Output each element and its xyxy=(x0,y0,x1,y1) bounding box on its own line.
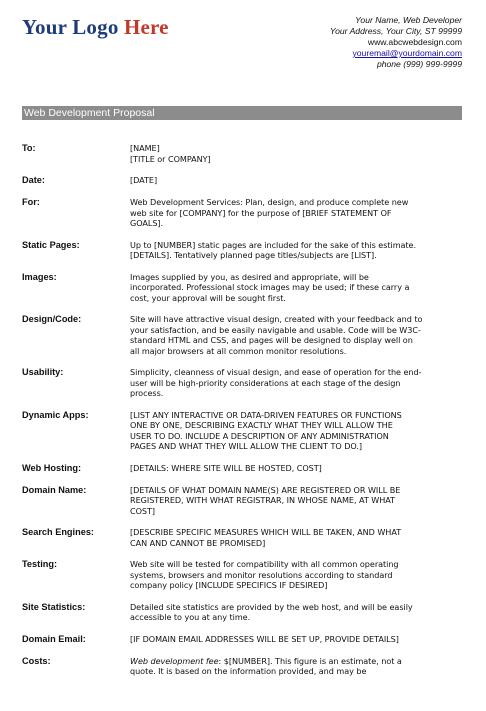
row-value-line: [DETAILS: WHERE SITE WILL BE HOSTED, COST] xyxy=(130,462,322,473)
proposal-rows xyxy=(22,143,464,688)
row-value-line: systems, browsers and monitor resolutions according to standard xyxy=(130,569,393,580)
row-value-italic: Web development fee xyxy=(130,655,219,666)
proposal-row xyxy=(22,314,464,356)
contact-email-link[interactable]: youremail@yourdomain.com xyxy=(352,48,462,58)
row-label: Search Engines: xyxy=(22,527,94,537)
row-value xyxy=(130,314,464,356)
row-value-line: USER TO DO. INCLUDE A DESCRIPTION OF ANY ADMINISTRATION xyxy=(130,430,389,441)
proposal-row xyxy=(22,143,464,164)
row-value-line: Web Development Services: Plan, design, and produce complete new xyxy=(130,197,409,207)
row-value xyxy=(130,634,464,645)
row-value xyxy=(130,559,464,591)
row-value xyxy=(130,527,464,548)
row-value-line: standard HTML and CSS, and pages will be designed to display well on xyxy=(130,335,413,345)
row-value-line: [DESCRIBE SPECIFIC MEASURES WHICH WILL BE TAKEN, AND WHAT xyxy=(130,527,402,537)
row-label: Site Statistics: xyxy=(22,601,86,612)
row-value-line: company policy [INCLUDE SPECIFICS IF DESIRED] xyxy=(130,580,328,590)
row-value-line: accessible to you at any time. xyxy=(130,612,251,622)
row-value-line: ONE BY ONE, DESCRIBING EXACTLY WHAT THEY WILL ALLOW THE xyxy=(130,420,393,430)
row-value-line: all major browsers at all common monitor resolutions. xyxy=(130,345,347,356)
row-label: Domain Email: xyxy=(22,633,86,644)
row-value xyxy=(130,143,464,164)
row-value-line: [NAME] xyxy=(130,143,160,153)
contact-block xyxy=(330,15,462,70)
row-value-line: cost, your approval will be sought first. xyxy=(130,292,286,303)
row-value xyxy=(130,656,464,677)
row-label: Dynamic Apps: xyxy=(22,409,89,420)
row-value xyxy=(130,463,464,474)
row-value-line: [DETAILS OF WHAT DOMAIN NAME(S) ARE REGISTERED OR WILL BE xyxy=(130,484,401,495)
contact-address: Your Address, Your City, ST 99999 xyxy=(329,26,462,36)
row-value-line: web site for [COMPANY] for the purpose of [BRIEF STATEMENT OF xyxy=(130,207,392,218)
row-label: Design/Code: xyxy=(22,314,82,324)
proposal-row xyxy=(22,240,464,261)
row-value-line: Detailed site statistics are provided by the web host, and will be easily xyxy=(130,601,413,612)
row-label: Costs: xyxy=(22,655,51,666)
row-value-line: [LIST ANY INTERACTIVE OR DATA-DRIVEN FEATURES OR FUNCTIONS xyxy=(130,409,402,420)
contact-website[interactable]: www.abcwebdesign.com xyxy=(367,37,462,47)
row-value xyxy=(130,367,464,399)
proposal-row xyxy=(22,559,464,591)
proposal-row xyxy=(22,463,464,474)
proposal-row xyxy=(22,602,464,623)
proposal-title-bar: Web Development Proposal xyxy=(22,106,462,120)
row-value-line: REGISTERED, WITH WHAT REGISTRAR, IN WHOSE NAME, AT WHAT xyxy=(130,495,396,505)
row-label: For: xyxy=(22,197,40,207)
row-label: To: xyxy=(22,143,36,153)
row-value xyxy=(130,197,464,229)
proposal-row xyxy=(22,175,464,186)
row-value-line: [TITLE or COMPANY] xyxy=(130,153,211,164)
row-value-line: Web site will be tested for compatibility with all common operating xyxy=(130,559,399,569)
row-value-line: process. xyxy=(130,388,164,398)
row-value-line: Up to [NUMBER] static pages are included for the sake of this estimate. xyxy=(130,239,417,250)
row-label: Domain Name: xyxy=(22,484,87,495)
proposal-row xyxy=(22,527,464,548)
row-value-line: GOALS]. xyxy=(130,218,164,228)
proposal-row xyxy=(22,367,464,399)
row-value xyxy=(130,272,464,304)
proposal-row xyxy=(22,197,464,229)
logo-word-2: Here xyxy=(123,15,169,39)
contact-name: Your Name, Web Developer xyxy=(355,15,462,25)
row-value-text: : $[NUMBER]. This figure is an estimate, not a xyxy=(218,655,402,666)
row-value xyxy=(130,240,464,261)
row-value xyxy=(130,175,464,186)
proposal-row xyxy=(22,410,464,452)
row-value-line: [IF DOMAIN EMAIL ADDRESSES WILL BE SET UP, PROVIDE DETAILS] xyxy=(130,633,399,644)
row-value-line: [DETAILS]. Tentatively planned page titles/subjects are [LIST]. xyxy=(130,250,377,260)
row-value-line: PAGES AND WHAT THEY WILL ALLOW THE CLIENT TO DO.] xyxy=(130,441,363,451)
row-value xyxy=(130,602,464,623)
row-value-line: CAN AND CANNOT BE PROMISED] xyxy=(130,537,266,548)
row-value-line: COST] xyxy=(130,505,156,516)
row-label: Web Hosting: xyxy=(22,462,82,473)
row-value-line: Simplicity, cleanness of visual design, and ease of operation for the end- xyxy=(130,367,422,377)
row-value-line: [DATE] xyxy=(130,175,158,185)
logo-word-1: Your Logo xyxy=(22,15,119,39)
row-label: Static Pages: xyxy=(22,239,80,250)
logo xyxy=(22,15,169,40)
row-label: Images: xyxy=(22,271,57,282)
row-label: Testing: xyxy=(22,559,58,569)
proposal-row xyxy=(22,485,464,517)
row-value-line: Images supplied by you, as desired and appropriate, will be xyxy=(130,271,369,282)
row-label: Usability: xyxy=(22,367,64,377)
proposal-row xyxy=(22,634,464,645)
row-value-line: quote. It is based on the information provided, and may be xyxy=(130,666,367,676)
row-value xyxy=(130,410,464,452)
row-value-line: your satisfaction, and be easily navigable and usable. Code will be W3C- xyxy=(130,324,421,335)
row-value-line: user will be high-priority considerations at each stage of the design xyxy=(130,377,401,388)
proposal-row xyxy=(22,272,464,304)
row-value xyxy=(130,485,464,517)
row-value-line: incorporated. Professional stock images may be used; if these carry a xyxy=(130,282,410,292)
contact-phone: phone (999) 999-9999 xyxy=(376,59,462,69)
row-label: Date: xyxy=(22,175,45,185)
proposal-row xyxy=(22,656,464,677)
row-value-line: Site will have attractive visual design, created with your feedback and to xyxy=(130,314,423,324)
row-value-line xyxy=(130,656,464,667)
